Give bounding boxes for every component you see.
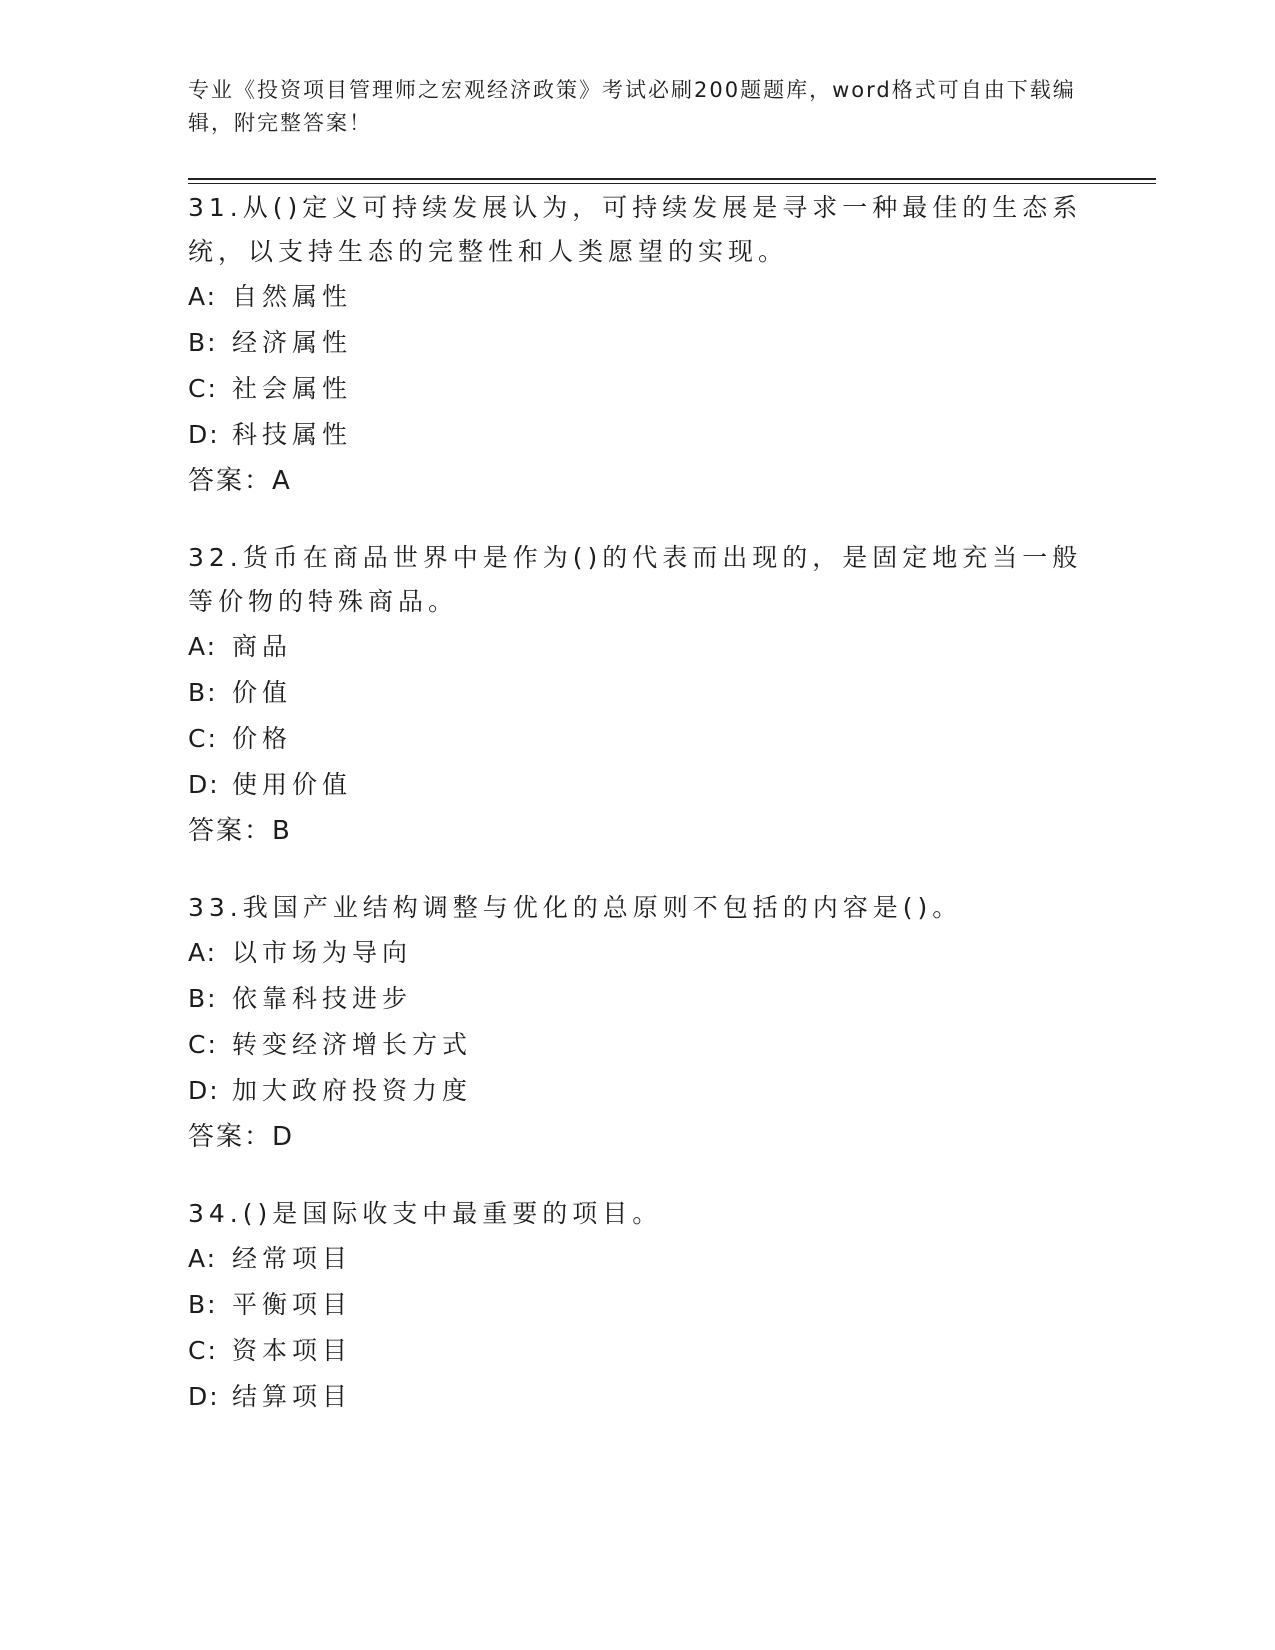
option-d xyxy=(188,412,1088,458)
option-d xyxy=(188,1374,1088,1420)
document-intro: 专业《投资项目管理师之宏观经济政策》考试必刷200题题库，word格式可自由下载编辑，附完整答案！ xyxy=(188,78,1076,135)
option-letter: B: xyxy=(188,1290,218,1319)
question-31 xyxy=(188,186,1088,504)
option-letter: C: xyxy=(188,1336,218,1365)
option-letter: C: xyxy=(188,724,218,753)
option-letter: A: xyxy=(188,938,218,967)
option-text: 加大政府投资力度 xyxy=(232,1076,473,1105)
option-letter: C: xyxy=(188,1030,218,1059)
option-text: 使用价值 xyxy=(232,770,353,799)
option-text: 结算项目 xyxy=(232,1382,353,1411)
option-c xyxy=(188,366,1088,412)
answer-key: 答案：A xyxy=(188,466,292,496)
option-text: 资本项目 xyxy=(232,1336,353,1365)
option-letter: B: xyxy=(188,328,218,357)
option-text: 转变经济增长方式 xyxy=(232,1030,473,1059)
option-letter: D: xyxy=(188,1076,220,1105)
option-letter: B: xyxy=(188,678,218,707)
option-b xyxy=(188,320,1088,366)
question-34 xyxy=(188,1192,1088,1420)
option-text: 经济属性 xyxy=(232,328,353,357)
header-divider-thin xyxy=(188,183,1156,184)
option-letter: B: xyxy=(188,984,218,1013)
option-letter: C: xyxy=(188,374,218,403)
question-33 xyxy=(188,886,1088,1160)
option-text: 自然属性 xyxy=(232,282,353,311)
option-a xyxy=(188,274,1088,320)
question-stem: 32.货币在商品世界中是作为()的代表而出现的，是固定地充当一般等价物的特殊商品。 xyxy=(188,543,1083,616)
option-text: 以市场为导向 xyxy=(232,938,413,967)
option-letter: A: xyxy=(188,632,218,661)
option-text: 价值 xyxy=(232,678,293,707)
option-b xyxy=(188,1282,1088,1328)
option-letter: D: xyxy=(188,420,220,449)
option-d xyxy=(188,1068,1088,1114)
answer-key: 答案：D xyxy=(188,1122,295,1152)
option-text: 社会属性 xyxy=(232,374,353,403)
question-stem: 33.我国产业结构调整与优化的总原则不包括的内容是()。 xyxy=(188,893,963,922)
question-32 xyxy=(188,536,1088,854)
option-c xyxy=(188,1022,1088,1068)
option-text: 价格 xyxy=(232,724,293,753)
option-letter: A: xyxy=(188,282,218,311)
option-c xyxy=(188,716,1088,762)
option-a xyxy=(188,930,1088,976)
option-letter: D: xyxy=(188,1382,220,1411)
option-b xyxy=(188,670,1088,716)
header-divider-thick xyxy=(188,178,1156,180)
option-letter: A: xyxy=(188,1244,218,1273)
question-stem: 34.()是国际收支中最重要的项目。 xyxy=(188,1199,663,1228)
option-letter: D: xyxy=(188,770,220,799)
option-a xyxy=(188,1236,1088,1282)
question-stem: 31.从()定义可持续发展认为，可持续发展是寻求一种最佳的生态系统，以支持生态的完整性和人类愿望的实现。 xyxy=(188,193,1083,266)
option-text: 依靠科技进步 xyxy=(232,984,413,1013)
option-text: 经常项目 xyxy=(232,1244,353,1273)
option-text: 商品 xyxy=(232,632,293,661)
option-d xyxy=(188,762,1088,808)
option-b xyxy=(188,976,1088,1022)
answer-key: 答案：B xyxy=(188,816,292,846)
option-c xyxy=(188,1328,1088,1374)
option-text: 科技属性 xyxy=(232,420,353,449)
option-text: 平衡项目 xyxy=(232,1290,353,1319)
option-a xyxy=(188,624,1088,670)
